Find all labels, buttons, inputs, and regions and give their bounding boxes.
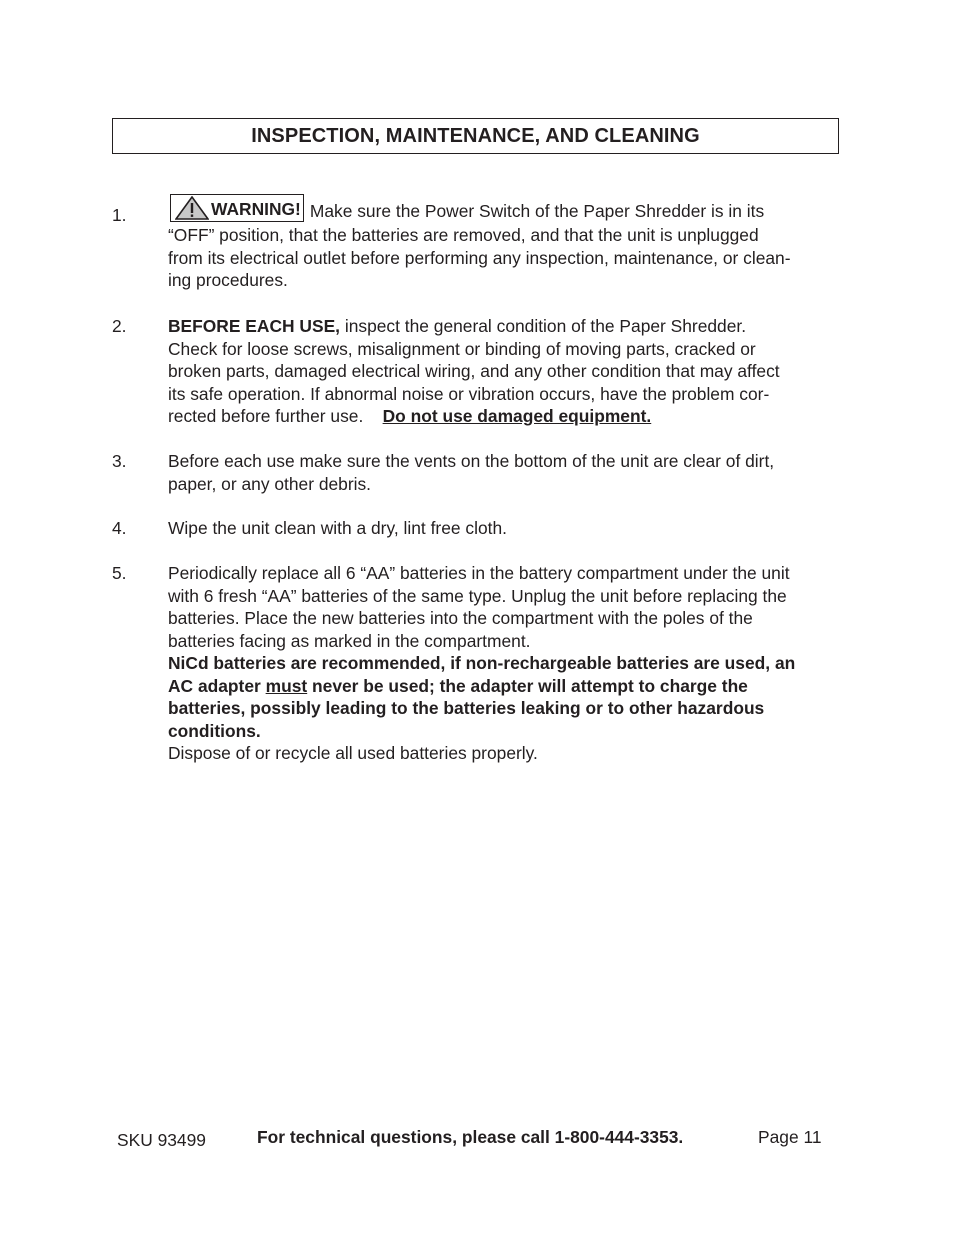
item-line: from its electrical outlet before performing any inspection, maintenance, or clean- [168, 247, 791, 268]
item-body [168, 450, 844, 495]
item-line: inspect the general condition of the Paper Shredder. [344, 316, 747, 336]
item-number: 1. [112, 205, 127, 225]
item-line: “OFF” position, that the batteries are removed, and that the unit is unplugged [168, 225, 759, 245]
emphasis-warning: Do not use damaged equipment. [382, 406, 652, 426]
item-body [168, 315, 844, 428]
item-line: Before each use make sure the vents on the bottom of the unit are clear of dirt, [168, 451, 775, 471]
item-line: with 6 fresh “AA” batteries of the same type. Unplug the unit before replacing the [168, 585, 787, 606]
item-number: 3. [112, 451, 127, 471]
footer-sku: SKU 93499 [117, 1130, 206, 1150]
battery-warning-text: never be used; the adapter will attempt to charge the [312, 675, 748, 696]
item-line: batteries. Place the new batteries into the compartment with the poles of the [168, 608, 753, 628]
item-body [168, 562, 844, 765]
item-body [168, 196, 844, 224]
battery-warning-text: AC adapter [168, 675, 261, 696]
warning-badge [170, 194, 304, 222]
item-line: Periodically replace all 6 “AA” batteries in the battery compartment under the unit [168, 563, 790, 583]
footer-contact: For technical questions, please call 1-800-444-3353. [257, 1127, 684, 1147]
item-line: Check for loose screws, misalignment or binding of moving parts, cracked or [168, 338, 756, 359]
battery-warning-line: batteries, possibly leading to the batteries leaking or to other hazardous [168, 698, 765, 718]
disposal-line: Dispose of or recycle all used batteries properly. [168, 743, 538, 763]
warning-label: WARNING! [211, 199, 301, 219]
item-line: broken parts, damaged electrical wiring, and any other condition that may affect [168, 361, 780, 381]
item-line: Make sure the Power Switch of the Paper Shredder is in its [309, 201, 765, 221]
item-line: batteries facing as marked in the compartment. [168, 630, 531, 651]
item-line: ing procedures. [168, 270, 288, 290]
item-number: 4. [112, 518, 127, 538]
item-line: paper, or any other debris. [168, 473, 372, 494]
item-line: Wipe the unit clean with a dry, lint free cloth. [168, 518, 507, 538]
item-number: 2. [112, 316, 127, 336]
item-line: its safe operation. If abnormal noise or vibration occurs, have the problem cor- [168, 383, 770, 404]
item-number: 5. [112, 563, 127, 583]
warning-triangle-icon [175, 196, 209, 220]
item-body [168, 517, 844, 540]
item-line: rected before further use. [168, 406, 364, 426]
battery-warning-line: conditions. [168, 720, 261, 741]
section-title: INSPECTION, MAINTENANCE, AND CLEANING [112, 118, 839, 154]
battery-warning-must: must [265, 675, 308, 696]
battery-warning-line: NiCd batteries are recommended, if non-rechargeable batteries are used, an [168, 653, 796, 673]
lead-bold: BEFORE EACH USE, [168, 316, 340, 336]
footer-page-number: Page 11 [758, 1127, 822, 1147]
